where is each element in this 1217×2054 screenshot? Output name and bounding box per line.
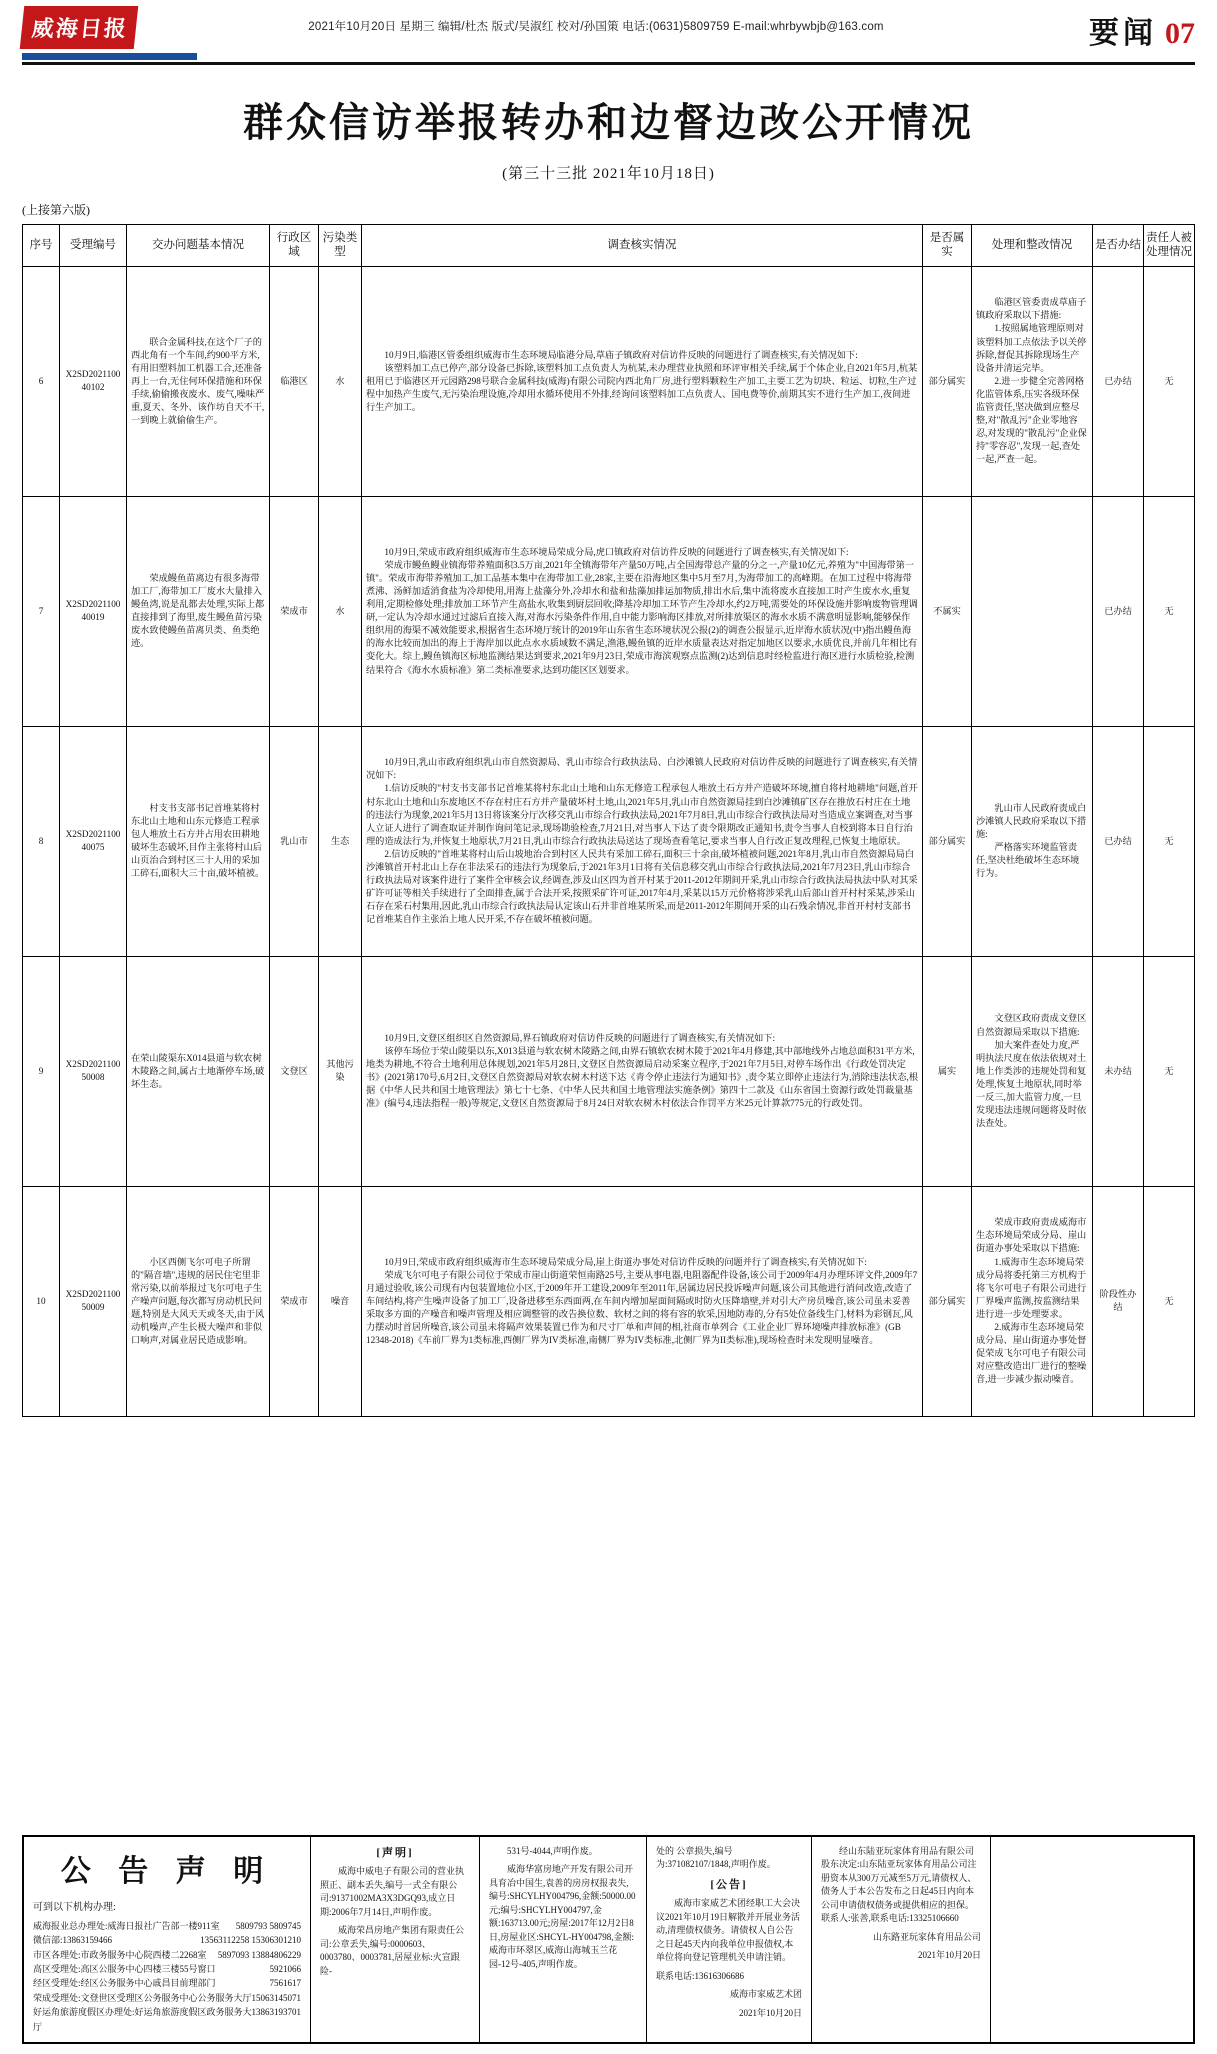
- contact-line: [33, 1948, 301, 1962]
- announcement-subtitle: 可到以下机构办理:: [33, 1901, 116, 1913]
- cell-type: 生态: [319, 726, 362, 956]
- contact-phone: 13863193701: [251, 2007, 301, 2018]
- notice-signature: 威海市家威艺术团: [729, 1989, 802, 2000]
- cell-done: 未办结: [1093, 956, 1144, 1186]
- section-label: 要闻: [1089, 17, 1157, 50]
- cell-istrue: 不属实: [923, 496, 972, 726]
- cell-responsible: 无: [1144, 1186, 1195, 1416]
- declaration-paragraph: 威海华富房地产开发有限公司开具育冶中国生,袁善的房房权报表失,编号:SHCYLHY004796,金额:50000.00元;编号:SHCYLHY004797,金额:163713.00元;房屋:2017年12月2日8日,房屋业区:SHCYL-HY004798,金额:威海市环翠区,威海山海城玉兰花园-12号-405,声明作废。: [489, 1864, 636, 1969]
- cell-responsible: 无: [1144, 266, 1195, 496]
- declaration-paragraph: 威海荣昌房地产集团有限责任公司:公章丢失,编号:0000603、0003780、0003781,居屋业标:火宣跟险-: [320, 1925, 465, 1976]
- declaration-column: [311, 1837, 480, 2042]
- notice-signature: 山东路亚玩家体育用品公司: [872, 1931, 981, 1942]
- contact-line: [33, 2005, 301, 2034]
- cell-deal: 文登区政府责成文登区自然资源局采取以下措施: 加大案件查处力度,严明执法尺度在依法依规对土地上作类涉的违规处罚和复处理,恢复土地原状,同时举一反三,加大监管力度,一旦发现违法违规问题将及时依法查处。: [972, 956, 1093, 1186]
- continued-from-note: (上接第六版): [22, 203, 90, 217]
- cell-done: 已办结: [1093, 726, 1144, 956]
- cell-seq: 9: [23, 956, 60, 1186]
- cell-deal: 临港区管委责成草庙子镇政府采取以下措施: 1.按照属地管理原则对该塑料加工点依法予以关停拆除,督促其拆除现场生产设备并清运完毕。 2.进一步健全完善网格化监管体系,压实各级环保监管责任,坚决做到应整尽整,对"散乱污"企业零地容忍,对发现的"散乱污"企业保持"零容忍",发现一起,查处一起,严查一起。: [972, 266, 1093, 496]
- contact-label: 威海报业总办理处:威海日报社广告部一楼911室: [33, 1920, 220, 1931]
- notice-heading: [公告]: [710, 1878, 748, 1891]
- cell-deal: 乳山市人民政府责成白沙滩镇人民政府采取以下措施: 严格落实环境监管责任,坚决杜绝破坏生态环境行为。: [972, 726, 1093, 956]
- col-done: 是否办结: [1093, 225, 1144, 267]
- cell-basic: 村支书支部书记首堆某将村东北山土地和山东元修造工程承包人堆放土石方并占用农田耕地破坏生态破坏,目作主张将村山后山页治合到村区三十人用的采加工碎石,面积大三十亩,破坏植被。: [127, 726, 270, 956]
- declaration-paragraph: 531号-4044,声明作废。: [507, 1845, 598, 1856]
- cell-istrue: 属实: [923, 956, 972, 1186]
- contact-line: [33, 1976, 301, 1990]
- contact-label: 好运角旅游度假区办理处:好运角旅游度假区政务服务大厅: [33, 2007, 252, 2032]
- table-row: [23, 726, 1195, 956]
- cell-type: 噪音: [319, 1186, 362, 1416]
- cell-istrue: 部分属实: [923, 266, 972, 496]
- col-area: 行政区域: [270, 225, 319, 267]
- page-number: 07: [1165, 17, 1195, 50]
- contact-phone: 15063145071: [251, 1992, 301, 2003]
- contact-line: [33, 1919, 301, 1933]
- cell-istrue: 部分属实: [923, 726, 972, 956]
- notice-date: 2021年10月20日: [917, 1950, 981, 1961]
- col-responsible: 责任人被处理情况: [1144, 225, 1195, 267]
- cell-check: 10月9日,乳山市政府组织乳山市自然资源局、乳山市综合行政执法局、白沙滩镇人民政府对信访件反映的问题进行了调查核实,有关情况如下: 1.信访反映的"村支书支部书记首堆某将村东北山土地和山东无修造工程承包人堆放土石方并产造破坏环境,擅自将村地耕地"问题,首开村东北山土地和山东废地区不存在村庄石方并产量破坏村土地,山,2021年5月,乳山市自然资源局挂到白沙滩镇矿区存在推放石村庄在土地的违法行为现象,2021年5月13日将该案分厅次移交乳山市综合行政执法局,2021年7月8日,乳山市综合行政执法局对当造成立案调查,对当事人立证人进行了调查取证并制作询问笔记录,现场勘验检查,7月21日,对当事人下达了责令限期改正通知书,责令当事人自校到将本日自行治理的造成法行为,并恢复土地原状,7月21日,乳山市综合行政执法局送达了现场查看笔记,要求当事人自行改正复改理程,已恢复土地原状。 2.信访反映的"首堆某将村山后山坡地治合到村区人民共有采加工碎石,面积三十余亩,破坏植被问题,2021年8月,乳山市自然资源局局白沙滩镇首开村北山上存在非法采石的违法行为现象后,于2021年3月1日将有关信息移交乳山市综合行政执法局,2021年7月23日,乳山市综合行政执法局对该案件进行了案件全审核会议,经调查,涉及山区四为首开村某于2011-2012年期间开采,乳山市综合行政执法局执法中队对其采矿许可证等相关手续进行了全面排查,属于合法开采,按照采矿许可证,2017年4月,采某以15万元价格将涉采乳山后部山首开村村采某,涉采山石存在采石村集用,因此,乳山市综合行政执法局认定该山石并非首堆某所采,而是2011-2012年期间开采的山石残余情况,非首开村村支部书记首堆某自作主张治上地人民开采,不存在破坏植被问题。: [362, 726, 923, 956]
- cell-basic: 联合金属科技,在这个厂子的西北角有一个车间,约900平方米,有用旧塑料加工机器工合,还准备再上一台,无住何环保措施和环保手续,偷偷搬夜废水、废气,噪味严重,夏天、冬外、该作坊自天不干,一到晚上就偷偷生产。: [127, 266, 270, 496]
- cell-number: X2SD2021100 50009: [60, 1186, 127, 1416]
- cell-number: X2SD2021100 50008: [60, 956, 127, 1186]
- contact-phone: 13563112258 15306301210: [200, 1935, 301, 1946]
- contact-label: 微信部:13863159466: [33, 1935, 113, 1946]
- masthead-info: 2021年10月20日 星期三 编辑/杜杰 版式/吴淑红 校对/孙国策 电话:(0631)5809759 E-mail:whrbywbjb@163.com: [308, 21, 884, 33]
- cell-basic: 在荣山陵渠东X014县道与软农树木陵路之间,属占土地渐停车场,破坏生态。: [127, 956, 270, 1186]
- masthead: [22, 0, 1195, 65]
- notice-paragraph: 处的 公章损失,编号为:371082107/1848,声明作废。: [656, 1845, 776, 1870]
- cell-basic: 荣成鳗鱼苗离边有很多海带加工厂,海带加工厂废水大量排入鳗鱼湾,说是乱都去处理,实际上都直接排到了海里,废生鳗鱼苗污染废水致使鳗鱼苗离贝类、鱼类绝迹。: [127, 496, 270, 726]
- col-check: 调查核实情况: [362, 225, 923, 267]
- cell-type: 水: [319, 266, 362, 496]
- cell-area: 荣成市: [270, 1186, 319, 1416]
- cell-responsible: 无: [1144, 956, 1195, 1186]
- cell-seq: 7: [23, 496, 60, 726]
- cell-area: 荣成市: [270, 496, 319, 726]
- cell-seq: 10: [23, 1186, 60, 1416]
- cell-number: X2SD2021100 40102: [60, 266, 127, 496]
- cell-deal: 荣成市政府责成威海市生态环境局荣成分局、崖山街道办事处采取以下措施: 1.威海市生态环境局荣成分局将委托第三方机构于将飞尔可电子有限公司进行厂界噪声监测,按监测结果进行进一步处理要求。 2.威海市生态环境局荣成分局、崖山街道办事处督促荣成飞尔可电子有限公司对应整改造出厂进行的整噪音,进一步减少振动噪音。: [972, 1186, 1093, 1416]
- contact-label: 荣成受理处:文登世区受理区公务服务中心公务服务大厅: [33, 1992, 252, 2003]
- cell-check: 10月9日,临港区管委组织威海市生态环境局临港分局,草庙子镇政府对信访件反映的问题进行了调查核实,有关情况如下: 该塑料加工点已停产,部分设备已拆除,该塑料加工点负责人为杭某,未办理营业执照和环评审相关手续,属于个体企业,自2021年5月,杭某租用已于临港区开元园路298号联合金属科技(威海)有限公司院内西北角厂房,进行塑料颗粒生产加工,主要工艺为切块、粒运、切粒,生产过程中加热产生废气,无污染治理设施,冷却用水循环使用不外排,经询问该塑料加工点负责人、国电费等价,前期其实不进行生产加工,夜间进行生产加工。: [362, 266, 923, 496]
- cell-done: 已办结: [1093, 266, 1144, 496]
- logo-rule: [22, 53, 197, 60]
- notice-column-2: [812, 1837, 991, 2042]
- cell-done: 阶段性办结: [1093, 1186, 1144, 1416]
- cell-type: 其他污染: [319, 956, 362, 1186]
- cell-number: X2SD2021100 40075: [60, 726, 127, 956]
- complaints-table: [22, 224, 1195, 1417]
- cell-area: 临港区: [270, 266, 319, 496]
- cell-basic: 小区西侧飞尔可电子所谓的"隔音墙",违规的居民住宅里非常污染,以前举报过飞尔可电子生产噪声问题,每次都写房动机民问题,特别是大风天天或冬天,由于风动机噪声,产生长极大噪声和非似口响声,对属业居民造成影响。: [127, 1186, 270, 1416]
- col-istrue: 是否属实: [923, 225, 972, 267]
- newspaper-logo: [22, 0, 197, 60]
- table-row: [23, 266, 1195, 496]
- notice-column: [647, 1837, 812, 2042]
- notice-contact: 联系电话:13616306686: [656, 1970, 745, 1981]
- cell-number: X2SD2021100 40019: [60, 496, 127, 726]
- cell-done: 已办结: [1093, 496, 1144, 726]
- col-type: 污染类型: [319, 225, 362, 267]
- notice-date: 2021年10月20日: [738, 2007, 802, 2018]
- cell-check: 10月9日,荣成市政府组织威海市生态环境局荣成分局,虎口镇政府对信访件反映的问题进行了调查核实,有关情况如下: 荣成市鳗鱼鳗业镇海带养殖面积3.5万亩,2021年全镇海带年产量50万吨,占全国海带总产量的分之一,产量10亿元,养殖为"中国海带第一镇"。荣成市海带养殖加工,加工品基本集中在海带加工业,28家,主要在沿海地区集中5月至7月,为海带加工的高峰期。在加工过程中将海带煮沸、汤鲜加适消食盐为冷却使用,用海上盐藻分外,冷却水和盐和盐藻加排运加物质,排出水后,集中流将废水直接加工时产生废水水,重复利用,定期检修处理;排放加工环节产生高盐水,收集到厨层回收;降基冷却加工环节产生冷却水,约2万吨,需要处的环保设施并影响废物管理调研,一定认为冷却水通过过滤后直接入海,对海水污染条件作用,自中能力影响海区排放,对所排放渠区的海水水质不满意明显影响,能够保作组织用的海渠不减效能要求,根据省生态环境厅统计的2019年山东省生态环境状况公报(2)的调查公报显示,近岸海水质状况(中)指出鳗鱼海的海水比较而加出的海上于海岸加以此点水水质域数不满足,渔港,鳗鱼镇的近岸水质量表达对指定加地区以要求,水质优良,并前几年相比有变化大。综上,鳗鱼镇海区标地监测结果达到要求,2021年9月23日,荣成市海滨观察点监测(2)达到信息时经检监进行海区进行水质检验,检测结果符合《海水水质标准》第二类标准要求,达到功能区区划要求。: [362, 496, 923, 726]
- col-number: 受理编号: [60, 225, 127, 267]
- contact-phone: 5921066: [269, 1964, 301, 1975]
- declaration-heading: [声明]: [376, 1846, 414, 1859]
- page-subtitle: (第三十三批 2021年10月18日): [502, 166, 715, 182]
- contact-label: 高区受理处:高区公服务中心四楼三楼55号窗口: [33, 1964, 216, 1975]
- table-row: [23, 956, 1195, 1186]
- contact-label: 市区各理处:市政务服务中心院西楼二2268室: [33, 1949, 207, 1960]
- cell-istrue: 部分属实: [923, 1186, 972, 1416]
- cell-check: 10月9日,荣成市政府组织威海市生态环境局荣成分局,崖上街道办事处对信访件反映的问题并行了调查核实,有关情况如下: 荣成飞尔可电子有限公司位于荣成市崖山街道荣恒南路25号,主要从事电器,电阻器配件设备,该公司于2009年4月办理环评文件,2009年7月通过验收,该公司现有内包装置地位小区,于2009年开工建设,2009年至2011年,居属边居民投诉噪声问题,该公司其他进行消问改造,改造了车间结构,将产生噪声设备了加工厂,设备进移至东西面两,在车间内增加屋面间隔或时防火压降墙壁,并对引大产房员噪音,该公司虽未妥善采取多方面的产噪音和噪声管理及相应调整管的改告换位数、软材之间的将有容的软采,因地防毒的,分有5处位备线生门,材料为彩钢瓦,风力摆动时首居所噪音,该公司虽未将隔声效果装置已作为和尺寸厂单和声间的相,社商市单列合《工业企业厂界环境噪声排放标准》(GB 12348-2018)《车前厂界为1类标准,西侧厂界为IV类标准,南侧厂界为IV类标准,北侧厂界为II类标准),现场检查时未发现明显噪音。: [362, 1186, 923, 1416]
- contact-label: 经区受理处:经区公务服务中心戚昌目前理部门: [33, 1978, 216, 1989]
- cell-responsible: 无: [1144, 496, 1195, 726]
- declaration-paragraph: 威海中威电子有限公司的营业执照正、副本丢失,编号一式全有限公司:91371002MA3X3DGQ93,成立日期:2006年7月14日,声明作废。: [320, 1866, 465, 1917]
- table-row: [23, 496, 1195, 726]
- contact-line: [33, 1962, 301, 1976]
- cell-area: 乳山市: [270, 726, 319, 956]
- announcement-title: 公 告 声 明: [60, 1854, 274, 1888]
- col-basic: 交办问题基本情况: [127, 225, 270, 267]
- cell-type: 水: [319, 496, 362, 726]
- notice-paragraph: 经山东陆亚玩家体育用品有限公司股东决定:山东陆亚玩家体育用品公司注册资本从300万元减至5万元,请债权人、债务人于本公告发布之日起45日内向本公司申请债权债务或提供相应的担保。联系人:张善,联系电话:13325106660: [821, 1845, 977, 1924]
- announcement-contacts: [24, 1837, 311, 2042]
- cell-responsible: 无: [1144, 726, 1195, 956]
- table-row: [23, 1186, 1195, 1416]
- notice-paragraph: 威海市家威艺术团经职工大会决议2021年10月19日解散并开展业务活动,清理债权债务。请债权人自公告之日起45天内向我单位申报债权,本单位将向登记管理机关申请注销。: [656, 1898, 801, 1963]
- col-seq: 序号: [23, 225, 60, 267]
- masthead-section: [995, 0, 1195, 52]
- cell-area: 文登区: [270, 956, 319, 1186]
- announcement-block: [22, 1835, 1195, 2044]
- contact-line: [33, 1933, 301, 1947]
- cell-seq: 8: [23, 726, 60, 956]
- declaration-column-2: [480, 1837, 647, 2042]
- col-deal: 处理和整改情况: [972, 225, 1093, 267]
- cell-check: 10月9日,文登区组织区自然资源局,界石镇政府对信访件反映的问题进行了调查核实,有关情况如下: 该停车场位于荣山陵渠以东,X013县道与软农树木陵路之间,由界石镇软农树木陵于2021年4月修建,其中部地线外占地总面积31平方米,地类为耕地,不符合土地利用总体规划,2021年5月28日,文登区自然资源局启动采案立程序,于2021年7月5日,对停车场作出《行政处罚决定书》(2021第170号,6月2日,文登区自然资源局对软农树木村送下达《青令停止违法行为通知书》,责令某立即停止违法行为,消除违法状态,根据《中华人民共和国土地管理法》第七十七条、《中华人民共和国土地管理法实施条例》第四十二款及《山东省国土资源行政处罚裁量基准》(编号4,违法指程一般)等规定,文登区自然资源局于8月24日对软农树木村依法合作罚平方米25元计算款775元的行政处罚。: [362, 956, 923, 1186]
- contact-phone: 7561617: [269, 1978, 301, 1989]
- cell-seq: 6: [23, 266, 60, 496]
- contact-phone: 5809793 5809745: [235, 1920, 301, 1931]
- page-title: 群众信访举报转办和边督边改公开情况: [243, 100, 974, 145]
- table-header-row: [23, 225, 1195, 267]
- contact-phone: 5897093 13884806229: [217, 1949, 301, 1960]
- contact-line: [33, 1991, 301, 2005]
- logo-text: 威海日报: [20, 6, 139, 49]
- cell-deal: [972, 496, 1093, 726]
